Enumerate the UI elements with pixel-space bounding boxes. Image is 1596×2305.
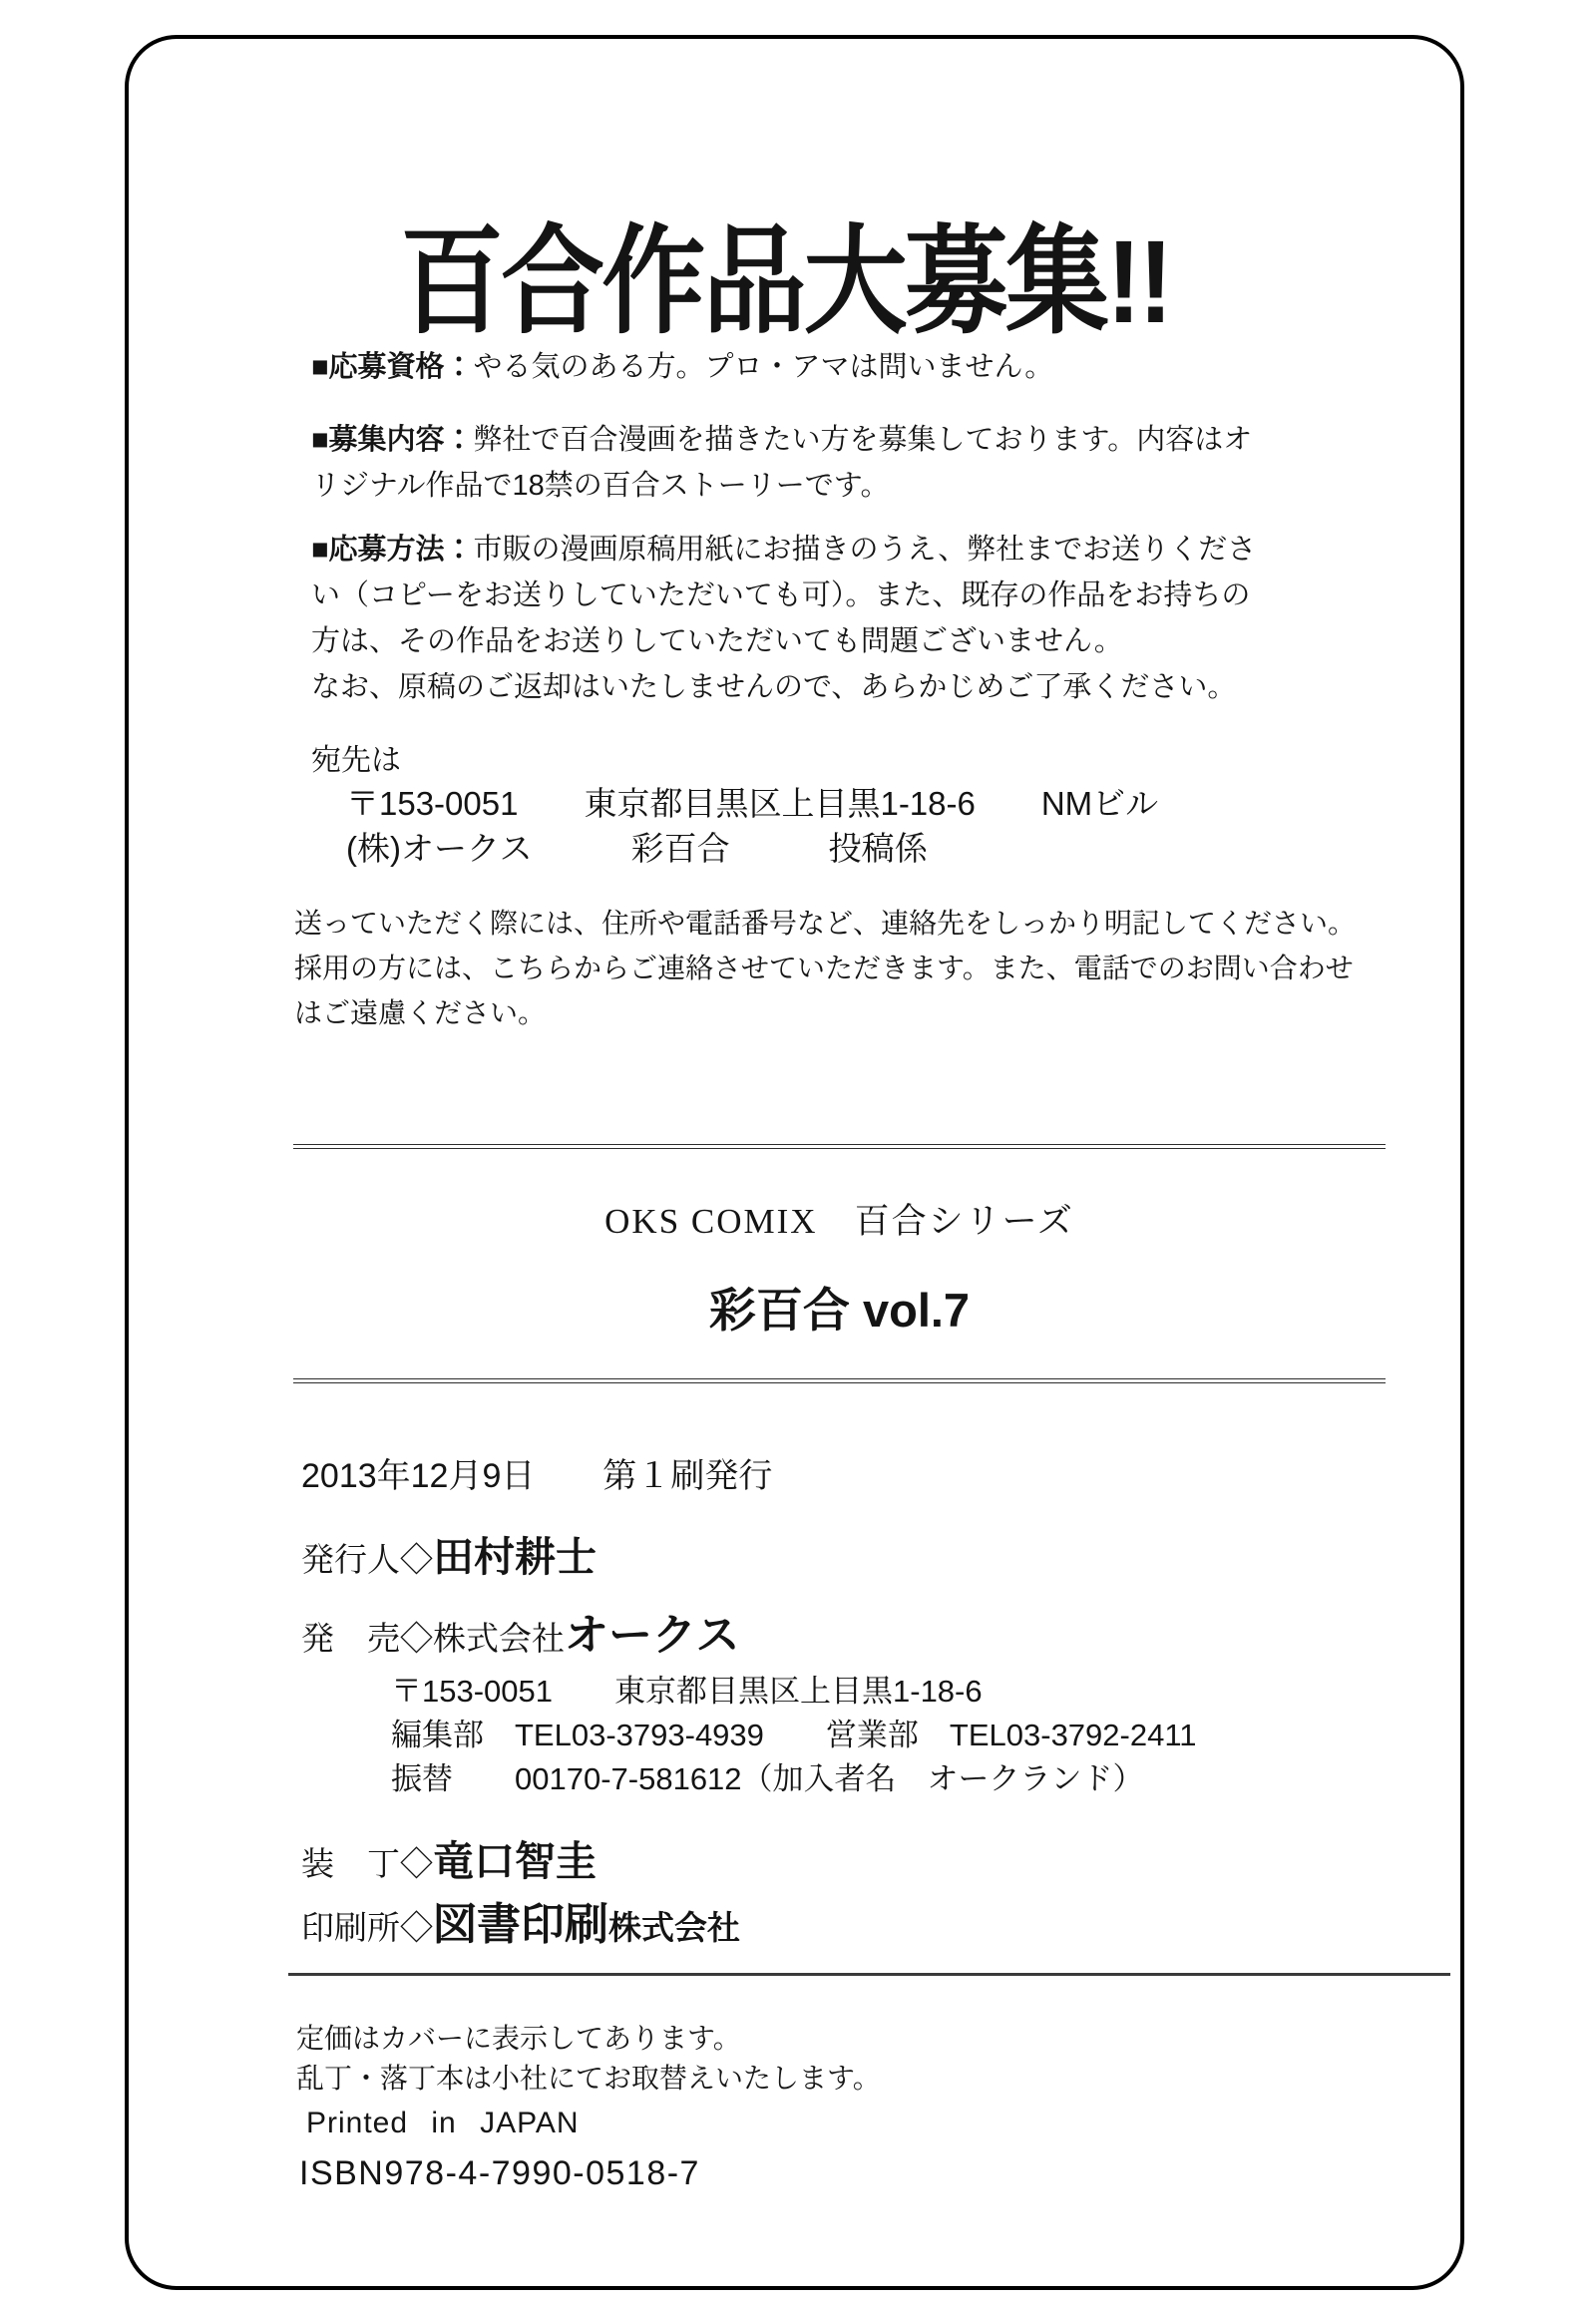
- note-line: 採用の方には、こちらからご連絡させていただきます。また、電話でのお問い合わせ: [294, 953, 1354, 983]
- address-line-recipient: (株)オークス 彩百合 投稿係: [346, 830, 928, 867]
- print-date: 2013年12月9日 第１刷発行: [301, 1457, 773, 1495]
- section-label: ■応募資格：: [311, 351, 474, 383]
- price-note: 定価はカバーに表示してあります。: [296, 2023, 741, 2054]
- design-label: 装 丁◇: [301, 1845, 433, 1882]
- section-text: 市販の漫画原稿用紙にお描きのうえ、弊社までお送りくださ: [473, 534, 1257, 566]
- section-text: なお、原稿のご返却はいたしませんので、あらかじめご了承ください。: [311, 671, 1237, 703]
- section-text: 弊社で百合漫画を描きたい方を募集しております。内容はオ: [473, 424, 1253, 456]
- section-text: 方は、その作品をお送りしていただいても問題ございません。: [311, 625, 1123, 657]
- note-line: 送っていただく際には、住所や電話番号など、連絡先をしっかり明記してください。: [294, 908, 1357, 939]
- recruitment-title: 百合作品大募集!!: [400, 216, 1171, 348]
- seller-label: 発 売◇: [301, 1620, 433, 1657]
- section-label: ■応募方法：: [311, 534, 474, 566]
- phone-line: 編集部 TEL03-3793-4939 営業部 TEL03-3792-2411: [391, 1718, 1197, 1752]
- seller-company-name: オークス: [565, 1611, 740, 1660]
- isbn: ISBN978-4-7990-0518-7: [299, 2154, 700, 2192]
- book-title: 彩百合 vol.7: [708, 1284, 971, 1337]
- section-text: やる気のある方。プロ・アマは問いません。: [473, 351, 1054, 383]
- printer-line: [301, 1888, 740, 1952]
- submission-note: [294, 901, 1356, 1035]
- section-label: ■募集内容：: [311, 424, 474, 456]
- printed-in-japan: Printed in JAPAN: [306, 2107, 580, 2139]
- printer-suffix: 株式会社: [608, 1911, 740, 1947]
- seller-line: [301, 1599, 740, 1663]
- printer-name: 図書印刷: [433, 1900, 608, 1949]
- colophon-divider-top: [293, 1144, 1386, 1149]
- section-method: [311, 527, 1256, 710]
- seller-company-prefix: 株式会社: [433, 1620, 565, 1657]
- series-title: OKS COMIX 百合シリーズ: [604, 1202, 1074, 1241]
- printer-label: 印刷所◇: [301, 1909, 433, 1946]
- address-intro: 宛先は: [311, 744, 401, 777]
- note-line: はご遠慮ください。: [294, 997, 547, 1028]
- section-text: い（コピーをお送りしていただいても可）。また、既存の作品をお持ちの: [311, 579, 1251, 611]
- section-content: [311, 417, 1252, 509]
- transfer-line: 振替 00170-7-581612（加入者名 オークランド）: [391, 1761, 1144, 1796]
- address-line-postal: 〒153-0051 東京都目黒区上目黒1-18-6 NMビル: [346, 785, 1159, 822]
- footer-divider: [288, 1973, 1450, 1976]
- section-text: リジナル作品で18禁の百合ストーリーです。: [311, 470, 890, 502]
- publisher-label: 発行人◇: [301, 1541, 433, 1578]
- postal-line: 〒153-0051 東京都目黒区上目黒1-18-6: [391, 1674, 983, 1709]
- publisher-line: [301, 1524, 597, 1583]
- publisher-name: 田村耕士: [433, 1534, 597, 1580]
- colophon-divider-bottom: [293, 1378, 1386, 1383]
- design-line: [301, 1828, 597, 1887]
- design-name: 竜口智圭: [433, 1838, 597, 1884]
- defect-note: 乱丁・落丁本は小社にてお取替えいたします。: [296, 2063, 881, 2094]
- section-qualifications: [311, 344, 1053, 390]
- page-frame: [125, 35, 1464, 2290]
